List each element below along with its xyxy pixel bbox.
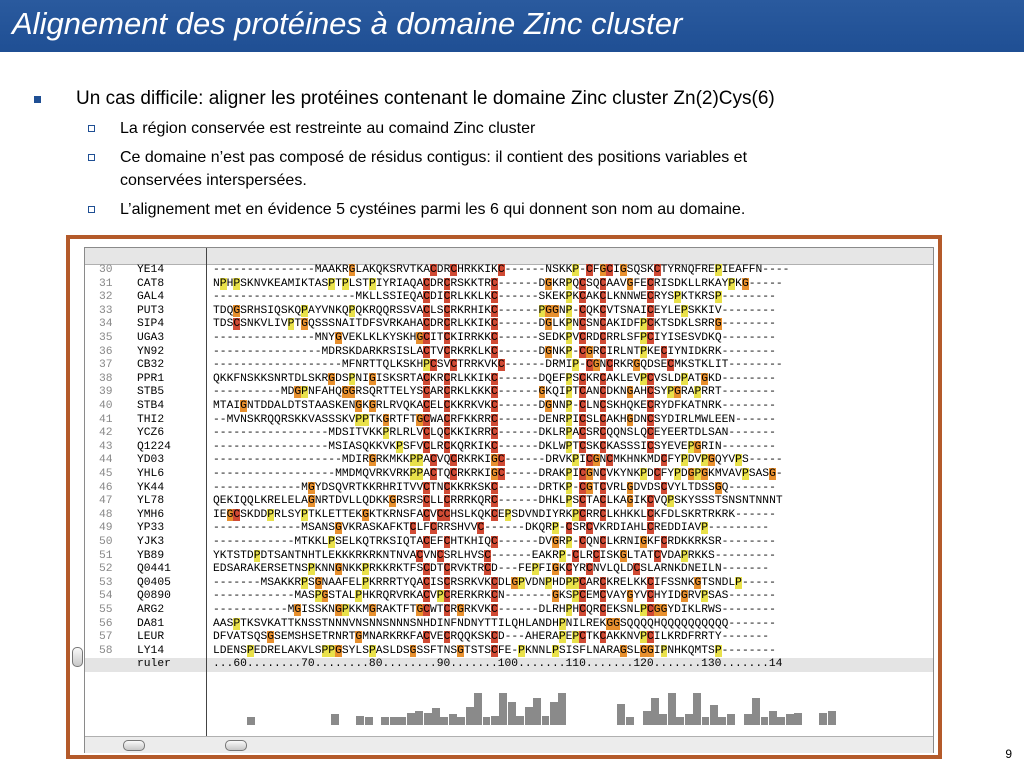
sequence-name[interactable]: PUT3 bbox=[137, 304, 165, 317]
histogram-bar bbox=[491, 716, 499, 725]
row-number: 46 bbox=[99, 481, 113, 494]
histogram-bar bbox=[390, 717, 398, 725]
histogram-bar bbox=[769, 711, 777, 725]
sequence-name[interactable]: YE14 bbox=[137, 264, 165, 276]
sequence-name[interactable]: GAL4 bbox=[137, 291, 165, 304]
row-number: 41 bbox=[99, 413, 113, 426]
row-number: 53 bbox=[99, 576, 113, 589]
sequence-residues: -------------------MDIRGRKMKKPPACVQCRKRKIGC------DRVKPICGNCMKHNKMDCFYPDVPGQYVPS----- bbox=[213, 454, 783, 467]
row-number: 50 bbox=[99, 536, 113, 548]
row-number: 51 bbox=[99, 549, 113, 562]
histogram-bar bbox=[710, 705, 718, 725]
histogram-bar bbox=[499, 693, 507, 725]
histogram-bar bbox=[247, 717, 255, 725]
histogram-bar bbox=[449, 714, 457, 725]
bullet-hollow-square-icon bbox=[88, 125, 95, 132]
sequence-name[interactable]: LY14 bbox=[137, 644, 165, 657]
row-number: 58 bbox=[99, 644, 113, 657]
histogram-bar bbox=[533, 698, 541, 725]
histogram-bar bbox=[828, 711, 836, 725]
histogram-bar bbox=[432, 708, 440, 725]
row-number: 32 bbox=[99, 291, 113, 304]
sequence-name[interactable]: STB5 bbox=[137, 386, 165, 399]
name-column-divider[interactable] bbox=[206, 248, 207, 736]
sub-bullet-text: La région conservée est restreinte au comaind Zinc cluster bbox=[120, 120, 536, 137]
histogram-bar bbox=[440, 717, 448, 725]
row-number: 38 bbox=[99, 372, 113, 385]
histogram-bar bbox=[668, 693, 676, 725]
sequence-name[interactable]: YCZ6 bbox=[137, 427, 165, 440]
histogram-bar bbox=[786, 714, 794, 725]
main-bullet-text: Un cas difficile: aligner les protéines contenant le domaine Zinc cluster Zn(2)Cys(6) bbox=[76, 88, 775, 109]
alignment-figure-frame bbox=[66, 235, 942, 759]
histogram-bar bbox=[474, 693, 482, 725]
sequence-name[interactable]: YMH6 bbox=[137, 508, 165, 521]
alignment-viewer-window bbox=[84, 247, 934, 753]
row-number: 47 bbox=[99, 495, 113, 508]
histogram-bar bbox=[398, 717, 406, 725]
ruler-label: ruler bbox=[137, 658, 171, 671]
histogram-bar bbox=[659, 714, 667, 725]
sub-bullet-text-continued: conservées interspersées. bbox=[120, 172, 307, 189]
sequence-residues: QKKFNSKKSNRTDLSKRGDSPNIGISKSRTACKRCRLKKIKC------DQEFPSCKRCAKLEVPCVSLDPATGKD-------- bbox=[213, 372, 776, 385]
sequence-residues: DFVATSQSGSEMSHSETRNRTGMNARKRKFACVECRQQKSKCD---AHERAPEPCTKCAKKNVPCILKRDFRRTY------- bbox=[213, 631, 770, 644]
page-number: 9 bbox=[1005, 747, 1012, 761]
row-number: 34 bbox=[99, 318, 113, 331]
sequence-residues: -------------------MFNRTTQLKSKHPCSVCTRRKVKC------DRMIP-CGNCRKRGQDSECMKSTKLIT-------- bbox=[213, 359, 783, 372]
sequence-residues: ------------MTKKLPSELKQTRKSIQTACEFCHTKHIQC------DVGRP-CQNCLKRNIGKFCRDKKRKSR-------- bbox=[213, 536, 776, 548]
slide-title: Alignement des protéines à domaine Zinc cluster bbox=[12, 6, 683, 41]
histogram-bar bbox=[508, 702, 516, 725]
sequence-name[interactable]: YP33 bbox=[137, 522, 165, 535]
sequence-name[interactable]: SIP4 bbox=[137, 318, 165, 331]
sequence-name[interactable]: Q0890 bbox=[137, 590, 171, 603]
row-number: 36 bbox=[99, 345, 113, 358]
row-number: 44 bbox=[99, 454, 113, 467]
histogram-bar bbox=[356, 716, 364, 725]
histogram-bar bbox=[457, 717, 465, 725]
histogram-bar bbox=[415, 711, 423, 725]
histogram-bar bbox=[331, 714, 339, 725]
bullet-hollow-square-icon bbox=[88, 154, 95, 161]
sequence-name[interactable]: CAT8 bbox=[137, 277, 165, 290]
sequence-residues: AASPTKSVKATTKNSSTNNNVNSNNSNNNSNHDINFNDNYTTILQHLANDHPNILREKGGSQQQQHQQQQQQQQQQ------- bbox=[213, 617, 776, 630]
sequence-name[interactable]: STB4 bbox=[137, 400, 165, 412]
histogram-bar bbox=[744, 714, 752, 725]
row-number: 33 bbox=[99, 304, 113, 317]
histogram-bar bbox=[466, 707, 474, 725]
sequence-residues: QEKIQQLKRELELAGNRTDVLLQDKKGRSRSCLLCRRRKQRC------DHKLPSCTACLKAGIKCVQPSKYSSSTSNSNTNNNT bbox=[213, 495, 783, 508]
sequence-name[interactable]: ARG2 bbox=[137, 604, 165, 616]
bullet-square-icon bbox=[34, 96, 41, 103]
row-number: 56 bbox=[99, 617, 113, 630]
sequence-residues: -------------MGYDSQVRTKKRHRITVVCTNCKKRKSKC------DRTKP-CGTCVRLGDVDSCVYLTDSSGQ------- bbox=[213, 481, 776, 494]
histogram-bar bbox=[685, 714, 693, 725]
row-number: 48 bbox=[99, 508, 113, 521]
sequence-name[interactable]: YHL6 bbox=[137, 468, 165, 480]
histogram-bar bbox=[777, 717, 785, 725]
sequence-name[interactable]: Q0441 bbox=[137, 563, 171, 576]
sequence-residues: ------------MASPGSTALPHKRQRVRKACVPCRERKRKCN-------GKSPCEMCVAYGYVCHYIDGRVPSAS------- bbox=[213, 590, 776, 603]
sequence-name[interactable]: YN92 bbox=[137, 345, 165, 358]
histogram-bar bbox=[702, 717, 710, 725]
sequence-name[interactable]: Q0405 bbox=[137, 576, 171, 589]
viewer-header-strip bbox=[85, 248, 933, 265]
histogram-bar bbox=[407, 713, 415, 725]
sequence-residues: --MVNSKRQQRSKKVASSSKVPPTKGRTFTGCWACRFKKRRC------DENRPICSLCAKHGDNCSYDIRLMWLEEN------ bbox=[213, 413, 776, 426]
histogram-bar bbox=[516, 716, 524, 725]
sequence-name[interactable]: UGA3 bbox=[137, 332, 165, 344]
row-number: 42 bbox=[99, 427, 113, 440]
histogram-bar bbox=[617, 704, 625, 725]
histogram-bar bbox=[381, 717, 389, 725]
row-number: 45 bbox=[99, 468, 113, 480]
histogram-bar bbox=[365, 717, 373, 725]
sequence-name[interactable]: YB89 bbox=[137, 549, 165, 562]
alignment-figure bbox=[70, 239, 938, 755]
scroll-knob-middle[interactable] bbox=[225, 740, 247, 751]
row-number: 54 bbox=[99, 590, 113, 603]
sequence-residues: ---------------MNYGVEKLKLKYSKHGCITCKIRRKKC------SEDKPVCRDCRRLSFPCIYISESVDKQ-------- bbox=[213, 332, 776, 344]
sequence-residues: TDQGSRHSIQSKQPAYVNKQPQKRQQRSSVACLSCRKRHIKC------PGGNP-CQKCVTSNAICEYLEPSKKIV-------- bbox=[213, 304, 776, 317]
histogram-bar bbox=[626, 717, 634, 725]
histogram-bar bbox=[676, 717, 684, 725]
ruler-positions: ...60........70........80........90.......100.......110.......120.......130.......14 bbox=[213, 658, 783, 671]
row-number: 39 bbox=[99, 386, 113, 399]
sequence-residues: -------------MSANSGVKRASKAFKTCLFCRRSHVVC------DKQRP-CSRCVKRDIAHLCREDDIAVP--------- bbox=[213, 522, 770, 535]
histogram-bar bbox=[558, 693, 566, 725]
sequence-residues: ---------------------MKLLSSIEQACDICRLKKLKC------SKEKPKCAKCLKNNWECRYSPKTKRSP-------- bbox=[213, 291, 776, 304]
row-number: 57 bbox=[99, 631, 113, 644]
row-number: 55 bbox=[99, 604, 113, 616]
row-number: 49 bbox=[99, 522, 113, 535]
sequence-name[interactable]: THI2 bbox=[137, 413, 165, 426]
histogram-bar bbox=[794, 713, 802, 725]
histogram-bar bbox=[651, 698, 659, 725]
row-number: 35 bbox=[99, 332, 113, 344]
sequence-name[interactable]: Q1224 bbox=[137, 440, 171, 453]
sequence-name[interactable]: DA81 bbox=[137, 617, 165, 630]
row-number: 37 bbox=[99, 359, 113, 372]
row-number: 52 bbox=[99, 563, 113, 576]
sequence-residues: ---------------MAAKRGLAKQKSRVTKACDRCHRKKIKC------NSKKP-CFGCIGSQSKCTYRNQFREPIEAFFN---- bbox=[213, 264, 790, 276]
scroll-knob-left[interactable] bbox=[123, 740, 145, 751]
sequence-residues: -----------MGISSKNGPKKMGRAKTFTGCWTCRGRKVKC------DLRHPHCQRCEKSNLPCGGYDIKLRWS-------- bbox=[213, 604, 776, 616]
sequence-name[interactable]: YJK3 bbox=[137, 536, 165, 548]
sub-bullet-text: Ce domaine n’est pas composé de résidus contigus: il contient des positions variables et bbox=[120, 149, 748, 166]
histogram-bar bbox=[761, 717, 769, 725]
vertical-scroll-knob[interactable] bbox=[72, 647, 83, 667]
sequence-residues: EDSARAKERSETNSPKNNGNKKPRKKRKTFSCDTCRVKTRCD---FEPFIGKCYRCNVLQLDCSLARNKDNEILN------- bbox=[213, 563, 770, 576]
sequence-name[interactable]: YL78 bbox=[137, 495, 165, 508]
row-number: 31 bbox=[99, 277, 113, 290]
sequence-residues: NPHPSKNVKEAMIKTASPTPLSTPIYRIAQACDRCRSKKTRC------DGKRPQCSQCAAVGFECRISDKLLRKAYPKG----- bbox=[213, 277, 783, 290]
histogram-bar bbox=[483, 717, 491, 725]
sequence-name[interactable]: CB32 bbox=[137, 359, 165, 372]
sequence-name[interactable]: YK44 bbox=[137, 481, 165, 494]
histogram-bar bbox=[643, 711, 651, 725]
histogram-bar bbox=[525, 707, 533, 725]
sequence-residues: LDENSPEDRELAKVLSPPGSYLSPASLDSGSSFTNSGTSTSCFE-PKNNLPSISFLNARAGSLGGIPNHKQMTSP-------- bbox=[213, 644, 776, 657]
histogram-bar bbox=[727, 714, 735, 725]
sequence-name[interactable]: YD03 bbox=[137, 454, 165, 467]
sequence-residues: IEGCSKDDPRLSYPTKLETTEKGKTKRNSFACVCCHSLKQKCEPSDVNDIYRKPCRRCLKHKKLCKFDLSKRTRKRK------ bbox=[213, 508, 776, 521]
sequence-name[interactable]: LEUR bbox=[137, 631, 165, 644]
histogram-bar bbox=[752, 698, 760, 725]
histogram-bar bbox=[819, 713, 827, 725]
sequence-residues: MTAIGNTDDALDTSTAASKENGKGRLRVQKACELCKKRKVKC------DGNNP-CLNCSKHQKECRYDFKATNRK-------- bbox=[213, 400, 776, 412]
conservation-histogram bbox=[213, 681, 929, 725]
sequence-residues: ----------------MDRSKDARKRSISLACTVCRKRKLKC------DGNKP-CGRCIRLNTPKECIYNIDKRK-------- bbox=[213, 345, 776, 358]
sequence-residues: ------------------MMDMQVRKVRKPPACTQCRKRKIGC-----DRAKPICGNCVKYNKPDCFYPDGPGKMVAVPSASG- bbox=[213, 468, 783, 480]
sequence-residues: -------MSAKKRPSGNAAFELPKRRRTYQACISCRSRKVKCDLGPVDNPHDPPCARCKRELKKCIFSSNKGTSNDLP----- bbox=[213, 576, 776, 589]
row-number: 40 bbox=[99, 400, 113, 412]
sequence-name[interactable]: PPR1 bbox=[137, 372, 165, 385]
row-number: 30 bbox=[99, 264, 113, 276]
sequence-residues: -----------------MDSITVKKPRLRLVCLQCKKIKRRC------DKLRPACSRCQQNSLQCEYEERTDLSAN------- bbox=[213, 427, 776, 440]
sequence-residues: TDSCSNKVLIVPTGQSSSNAITDFSVRKAHACDRCRLKKIKC------DGLKPNCSNCAKIDFPCKTSDKLSRRG-------- bbox=[213, 318, 776, 331]
histogram-bar bbox=[550, 702, 558, 725]
sub-bullet-text: L’alignement met en évidence 5 cystéines parmi les 6 qui donnent son nom au domaine. bbox=[120, 201, 746, 218]
row-number: 43 bbox=[99, 440, 113, 453]
horizontal-scrollbar[interactable] bbox=[85, 736, 933, 753]
histogram-bar bbox=[424, 713, 432, 725]
sequence-residues: ----------MDGPNFAHQGGRSQRTTELYSCARCRKLKKKC------GKQIPTCANCDKNGAHCSYPGRAPRRT-------- bbox=[213, 386, 776, 399]
sequence-residues: -----------------MSIASQKKVKPSFVCLRCKQRKIKC------DKLWPTCSKCKASSSICSYEVEPGRIN-------- bbox=[213, 440, 776, 453]
histogram-bar bbox=[693, 693, 701, 725]
ruler-row bbox=[85, 658, 933, 672]
sequence-residues: YKTSTDPDTSANTNHTLEKKKRKRKNTNVACVNCSRLHVSC------EAKRP-CLRCISKGLTATCVDAPRKKS--------- bbox=[213, 549, 776, 562]
bullet-hollow-square-icon bbox=[88, 206, 95, 213]
slide-title-bar bbox=[0, 0, 1024, 52]
histogram-bar bbox=[718, 717, 726, 725]
histogram-bar bbox=[542, 716, 550, 725]
